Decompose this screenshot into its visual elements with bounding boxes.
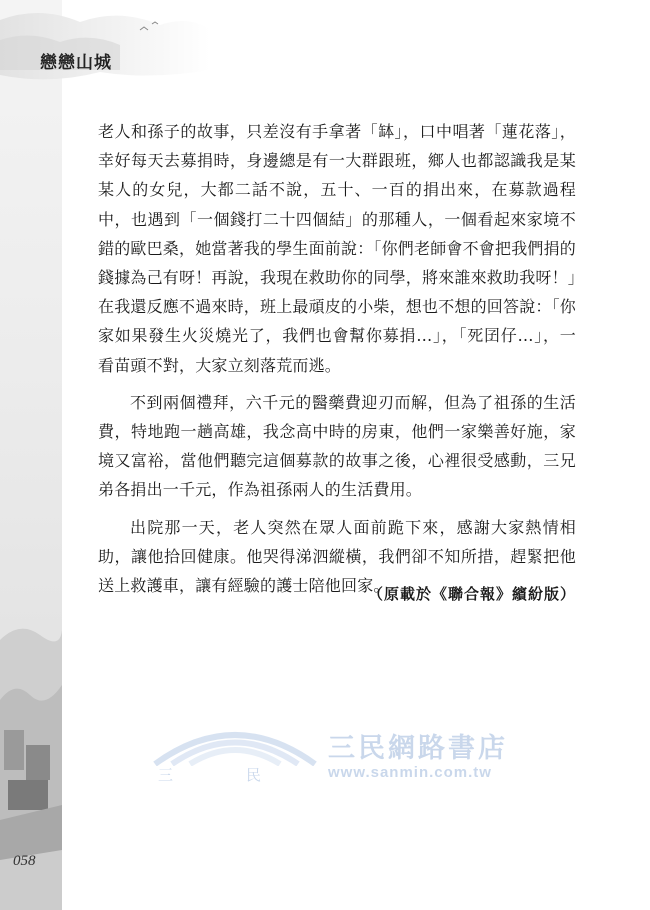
paragraph-1: 老人和孫子的故事，只差沒有手拿著「缽」，口中唱著「蓮花落」，幸好每天去募捐時，身邊總是有一大群跟班，鄉人也都認識我是某某人的女兒，大都二話不說，五十、一百的捐出來，在募款過程中，也遇到「一個錢打二十四個結」的那種人，一個看起來家境不錯的歐巴桑，她當著我的學生面前說：「你們老師會不會把我們捐的錢據為己有呀！再說，我現在救助你的同學，將來誰來救助我呀！」在我還反應不過來時，班上最頑皮的小柴，想也不想的回答說：「你家如果發生火災燒光了，我們也會幫你募捐…」，「死囝仔…」，一看苗頭不對，大家立刻落荒而逃。	[98, 122, 577, 375]
watermark-char-2: 民	[246, 766, 262, 784]
publisher-watermark	[150, 726, 510, 796]
watermark-arc-logo	[150, 726, 320, 766]
left-decorative-band	[0, 0, 62, 910]
source-note: （原載於《聯合報》繽紛版）	[367, 585, 576, 603]
running-header-title: 戀戀山城	[40, 53, 112, 73]
page-number: 058	[13, 853, 36, 869]
watermark-store-name: 三民網路書店	[328, 733, 508, 764]
paragraph-3: 出院那一天，老人突然在眾人面前跪下來，感謝大家熱情相助，讓他拾回健康。他哭得涕泗縱橫，我們卻不知所措，趕緊把他送上救護車，讓有經驗的護士陪他回家。	[98, 517, 576, 596]
watermark-url: www.sanmin.com.tw	[328, 764, 492, 781]
watermark-char-1: 三	[158, 766, 174, 784]
article-body	[98, 117, 576, 608]
paragraph-2: 不到兩個禮拜，六千元的醫藥費迎刃而解，但為了祖孫的生活費，特地跑一趟高雄，我念高中時的房東，他們一家樂善好施，家境又富裕，當他們聽完這個募款的故事之後，心裡很受感動，三兄弟各捐出一千元，作為祖孫兩人的生活費用。	[98, 392, 576, 500]
